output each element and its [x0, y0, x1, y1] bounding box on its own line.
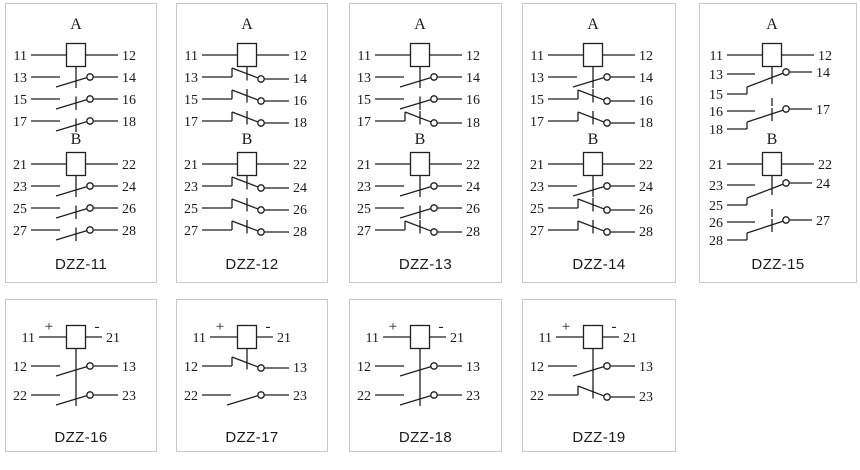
terminal-label: 18 [709, 123, 723, 138]
terminal-label: 12 [122, 49, 136, 64]
terminal-label: 22 [530, 389, 544, 404]
terminal-label: 16 [293, 94, 307, 109]
contact-blade [232, 112, 258, 122]
contact-blade [573, 187, 604, 196]
model-label: DZZ-19 [572, 429, 626, 446]
terminal-label: 16 [709, 105, 723, 120]
terminal-label: 23 [466, 389, 480, 404]
coil-symbol [238, 326, 257, 349]
contact-circle [431, 96, 437, 102]
terminal-label: 18 [466, 116, 480, 131]
terminal-label: 25 [357, 202, 371, 217]
contact-blade [578, 386, 604, 396]
model-label: DZZ-18 [398, 429, 453, 446]
contact-blade [747, 221, 783, 233]
terminal-label: 17 [184, 115, 198, 130]
terminal-label: 25 [184, 202, 198, 217]
schematic-dzz-14 [523, 4, 675, 284]
contact-circle [258, 392, 264, 398]
terminal-label: 26 [122, 202, 136, 217]
diagram-dzz-18 [349, 299, 502, 452]
model-label: DZZ-14 [572, 256, 626, 273]
schematic-dzz-12 [177, 4, 329, 284]
contact-blade [405, 112, 431, 122]
terminal-label: 23 [639, 390, 653, 405]
terminal-label: 11 [530, 49, 544, 64]
contact-blade [232, 357, 258, 367]
terminal-label: 14 [639, 71, 653, 86]
diagram-dzz-16 [5, 299, 157, 452]
terminal-label: 21 [623, 331, 637, 346]
terminal-label: 11 [13, 49, 27, 64]
terminal-label: 18 [293, 116, 307, 131]
terminal-label: 17 [357, 115, 371, 130]
contact-blade [56, 367, 87, 376]
contact-circle [258, 207, 264, 213]
section-label: A [414, 16, 426, 33]
model-label: DZZ-15 [751, 256, 805, 273]
terminal-label: 21 [530, 158, 544, 173]
terminal-label: 24 [466, 180, 480, 195]
terminal-label: 16 [639, 94, 653, 109]
terminal-label: 11 [365, 331, 379, 346]
terminal-label: 11 [709, 49, 723, 64]
section-label: A [766, 16, 778, 33]
contact-circle [431, 392, 437, 398]
contact-blade [56, 396, 87, 405]
contact-blade [56, 209, 87, 218]
terminal-label: 11 [21, 331, 35, 346]
contact-blade [747, 184, 783, 198]
terminal-label: 15 [184, 93, 198, 108]
model-label: DZZ-11 [54, 256, 108, 273]
section-label: B [414, 131, 426, 148]
terminal-label: 13 [122, 360, 136, 375]
model-label: DZZ-17 [225, 429, 279, 446]
terminal-label: 25 [530, 202, 544, 217]
polarity-minus-sign: - [438, 319, 444, 335]
terminal-label: 21 [13, 158, 27, 173]
coil-symbol [411, 326, 430, 349]
section-label: A [241, 16, 253, 33]
diagram-dzz-12 [176, 3, 328, 283]
contact-blade [400, 396, 431, 405]
model-label: DZZ-16 [54, 429, 108, 446]
contact-blade [56, 122, 87, 131]
schematic-dzz-11 [6, 4, 158, 284]
contact-blade [400, 187, 431, 196]
polarity-plus-sign: + [215, 319, 225, 335]
terminal-label: 12 [357, 360, 371, 375]
polarity-minus-sign: - [94, 319, 100, 335]
diagram-dzz-19 [522, 299, 676, 452]
terminal-label: 28 [293, 225, 307, 240]
contact-circle [783, 217, 789, 223]
polarity-minus-sign: - [265, 319, 271, 335]
contact-blade [227, 396, 258, 405]
terminal-label: 12 [818, 49, 832, 64]
terminal-label: 21 [184, 158, 198, 173]
terminal-label: 25 [709, 199, 723, 214]
terminal-label: 15 [13, 93, 27, 108]
terminal-label: 17 [13, 115, 27, 130]
terminal-label: 21 [357, 158, 371, 173]
coil-symbol [411, 153, 430, 176]
model-label: DZZ-12 [225, 256, 279, 273]
contact-circle [87, 205, 93, 211]
contact-blade [578, 221, 604, 231]
terminal-label: 27 [13, 224, 27, 239]
schematic-dzz-15 [702, 4, 854, 284]
contact-circle [783, 69, 789, 75]
diagram-dzz-11 [5, 3, 157, 283]
diagram-dzz-15 [699, 3, 857, 283]
terminal-label: 27 [184, 224, 198, 239]
contact-circle [258, 185, 264, 191]
contact-circle [604, 74, 610, 80]
polarity-plus-sign: + [44, 319, 54, 335]
contact-circle [87, 392, 93, 398]
terminal-label: 28 [466, 225, 480, 240]
terminal-label: 22 [184, 389, 198, 404]
section-label: B [587, 131, 599, 148]
terminal-label: 17 [816, 103, 830, 118]
terminal-label: 16 [466, 93, 480, 108]
contact-blade [56, 100, 87, 109]
contact-blade [232, 177, 258, 187]
terminal-label: 18 [639, 116, 653, 131]
contact-blade [232, 90, 258, 100]
contact-circle [604, 363, 610, 369]
coil-symbol [763, 153, 782, 176]
terminal-label: 17 [530, 115, 544, 130]
contact-circle [604, 120, 610, 126]
polarity-minus-sign: - [611, 319, 617, 335]
terminal-label: 23 [357, 180, 371, 195]
terminal-label: 24 [122, 180, 136, 195]
contact-circle [87, 227, 93, 233]
contact-circle [604, 229, 610, 235]
model-label: DZZ-13 [398, 256, 453, 273]
section-label: B [766, 131, 778, 148]
terminal-label: 26 [709, 216, 723, 231]
coil-symbol [584, 44, 603, 67]
contact-blade [400, 367, 431, 376]
coil-symbol [67, 326, 86, 349]
terminal-label: 16 [122, 93, 136, 108]
contact-circle [783, 180, 789, 186]
contact-circle [431, 363, 437, 369]
section-label: A [587, 16, 599, 33]
section-label: B [241, 131, 253, 148]
contact-circle [604, 98, 610, 104]
coil-symbol [584, 153, 603, 176]
contact-circle [431, 120, 437, 126]
terminal-label: 13 [357, 71, 371, 86]
terminal-label: 12 [293, 49, 307, 64]
contact-circle [604, 207, 610, 213]
contact-blade [232, 68, 258, 78]
contact-blade [578, 112, 604, 122]
terminal-label: 14 [122, 71, 136, 86]
schematic-dzz-13 [350, 4, 502, 284]
contact-blade [747, 73, 783, 87]
terminal-label: 22 [357, 389, 371, 404]
terminal-label: 11 [357, 49, 371, 64]
terminal-label: 23 [122, 389, 136, 404]
contact-circle [431, 205, 437, 211]
terminal-label: 23 [184, 180, 198, 195]
terminal-label: 15 [530, 93, 544, 108]
terminal-label: 27 [357, 224, 371, 239]
contact-circle [258, 365, 264, 371]
terminal-label: 23 [293, 389, 307, 404]
contact-circle [604, 394, 610, 400]
terminal-label: 21 [277, 331, 291, 346]
terminal-label: 22 [466, 158, 480, 173]
coil-symbol [584, 326, 603, 349]
diagram-dzz-17 [176, 299, 328, 452]
terminal-label: 13 [639, 360, 653, 375]
terminal-label: 23 [530, 180, 544, 195]
contact-blade [405, 221, 431, 231]
terminal-label: 12 [184, 360, 198, 375]
terminal-label: 28 [639, 225, 653, 240]
terminal-label: 26 [293, 203, 307, 218]
terminal-label: 14 [293, 72, 307, 87]
terminal-label: 11 [184, 49, 198, 64]
section-label: A [70, 16, 82, 33]
diagram-dzz-14 [522, 3, 676, 283]
terminal-label: 12 [466, 49, 480, 64]
contact-blade [56, 231, 87, 240]
terminal-label: 22 [639, 158, 653, 173]
terminal-label: 15 [357, 93, 371, 108]
contact-circle [431, 183, 437, 189]
contact-circle [87, 96, 93, 102]
terminal-label: 13 [466, 360, 480, 375]
terminal-label: 18 [122, 115, 136, 130]
terminal-label: 12 [639, 49, 653, 64]
contact-blade [400, 78, 431, 87]
contact-blade [578, 199, 604, 209]
terminal-label: 13 [13, 71, 27, 86]
contact-circle [258, 76, 264, 82]
contact-blade [573, 367, 604, 376]
terminal-label: 27 [530, 224, 544, 239]
terminal-label: 21 [106, 331, 120, 346]
contact-circle [258, 120, 264, 126]
terminal-label: 27 [816, 214, 830, 229]
contact-circle [87, 183, 93, 189]
terminal-label: 21 [450, 331, 464, 346]
terminal-label: 13 [184, 71, 198, 86]
contact-circle [431, 74, 437, 80]
coil-symbol [763, 44, 782, 67]
section-label: B [70, 131, 82, 148]
contact-blade [400, 100, 431, 109]
contact-blade [747, 110, 783, 122]
terminal-label: 13 [709, 68, 723, 83]
coil-symbol [411, 44, 430, 67]
terminal-label: 13 [530, 71, 544, 86]
terminal-label: 28 [122, 224, 136, 239]
terminal-label: 22 [122, 158, 136, 173]
contact-circle [258, 98, 264, 104]
contact-circle [258, 229, 264, 235]
contact-circle [87, 363, 93, 369]
terminal-label: 14 [466, 71, 480, 86]
coil-symbol [67, 153, 86, 176]
terminal-label: 23 [709, 179, 723, 194]
terminal-label: 12 [530, 360, 544, 375]
terminal-label: 22 [293, 158, 307, 173]
terminal-label: 28 [709, 234, 723, 249]
contact-blade [573, 78, 604, 87]
contact-blade [56, 187, 87, 196]
contact-blade [232, 221, 258, 231]
terminal-label: 24 [816, 177, 830, 192]
diagram-dzz-13 [349, 3, 502, 283]
terminal-label: 26 [639, 203, 653, 218]
terminal-label: 23 [13, 180, 27, 195]
contact-circle [431, 229, 437, 235]
terminal-label: 12 [13, 360, 27, 375]
contact-circle [87, 74, 93, 80]
contact-blade [400, 209, 431, 218]
contact-circle [783, 106, 789, 112]
contact-circle [87, 118, 93, 124]
coil-symbol [238, 153, 257, 176]
terminal-label: 13 [293, 361, 307, 376]
contact-blade [232, 199, 258, 209]
terminal-label: 24 [639, 180, 653, 195]
polarity-plus-sign: + [561, 319, 571, 335]
terminal-label: 24 [293, 181, 307, 196]
terminal-label: 22 [13, 389, 27, 404]
terminal-label: 21 [709, 158, 723, 173]
polarity-plus-sign: + [388, 319, 398, 335]
terminal-label: 25 [13, 202, 27, 217]
terminal-label: 26 [466, 202, 480, 217]
terminal-label: 11 [192, 331, 206, 346]
terminal-label: 14 [816, 66, 830, 81]
terminal-label: 11 [538, 331, 552, 346]
contact-blade [56, 78, 87, 87]
coil-symbol [67, 44, 86, 67]
contact-blade [578, 90, 604, 100]
coil-symbol [238, 44, 257, 67]
terminal-label: 15 [709, 88, 723, 103]
terminal-label: 22 [818, 158, 832, 173]
contact-circle [604, 183, 610, 189]
